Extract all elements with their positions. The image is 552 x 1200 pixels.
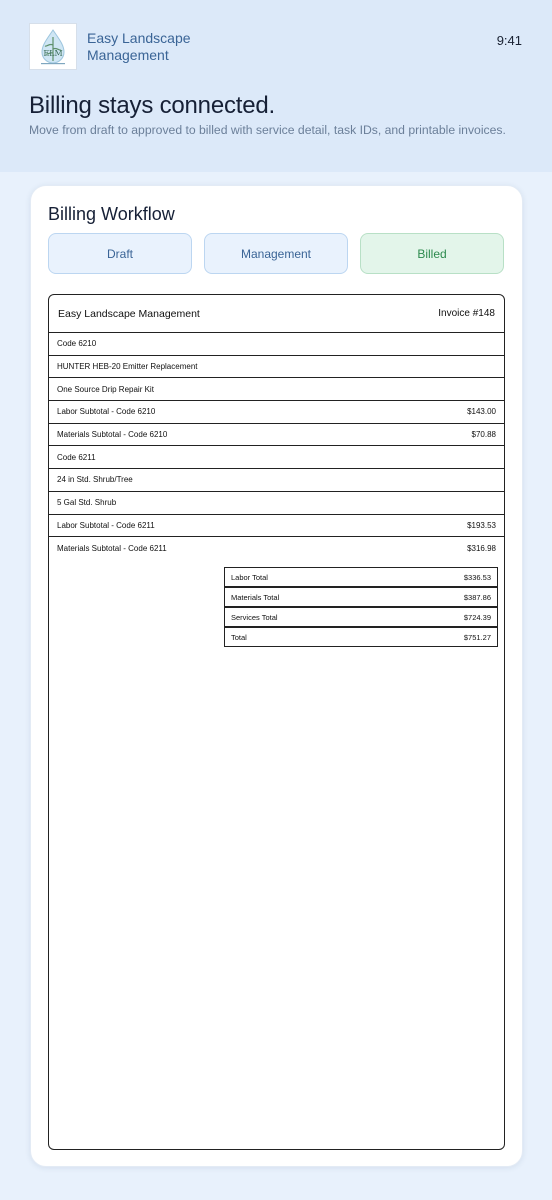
- totals-label: Services Total: [231, 612, 278, 622]
- brand-name: [87, 30, 287, 64]
- line-item-amount: $193.53: [467, 520, 496, 530]
- totals-label: Total: [231, 632, 247, 642]
- line-item-label: Code 6211: [57, 452, 96, 462]
- status-time: 9:41: [496, 33, 522, 48]
- line-item-label: Labor Subtotal - Code 6210: [57, 407, 156, 417]
- line-item: [49, 492, 504, 515]
- totals-amount: $387.86: [463, 592, 491, 602]
- line-item-label: Materials Subtotal - Code 6211: [57, 544, 167, 554]
- totals-amount: $724.39: [463, 612, 491, 622]
- card-title: Billing Workflow: [48, 204, 175, 224]
- line-item-label: 24 in Std. Shrub/Tree: [57, 475, 133, 485]
- totals-amount: $751.27: [463, 632, 491, 642]
- line-item-label: 5 Gal Std. Shrub: [57, 498, 117, 508]
- line-item: [49, 537, 504, 560]
- step-draft-button[interactable]: Draft: [48, 233, 192, 274]
- line-item: [49, 469, 504, 492]
- totals-label: Materials Total: [231, 592, 280, 602]
- workflow-steps: [48, 233, 505, 274]
- line-item: [49, 378, 504, 401]
- totals-row: [224, 567, 498, 587]
- line-item-label: One Source Drip Repair Kit: [57, 384, 154, 394]
- invoice-company: Easy Landscape Management: [58, 307, 200, 320]
- line-item-label: HUNTER HEB-20 Emitter Replacement: [57, 362, 198, 372]
- brand-line-2: Management: [87, 47, 169, 63]
- app-header: [0, 0, 552, 172]
- line-item: [49, 446, 504, 469]
- totals-row: [224, 627, 498, 647]
- invoice-header: [49, 295, 504, 333]
- totals-row: [224, 587, 498, 607]
- svg-text:ELM: ELM: [43, 48, 63, 58]
- line-item: [49, 401, 504, 424]
- line-item-label: Code 6210: [57, 339, 97, 349]
- line-item: [49, 515, 504, 538]
- step-management-button[interactable]: Management: [204, 233, 348, 274]
- line-item: [49, 356, 504, 379]
- totals-label: Labor Total: [231, 572, 268, 582]
- line-item-amount: $316.98: [467, 544, 496, 554]
- brand-line-1: Easy Landscape: [87, 30, 191, 46]
- company-logo: [29, 23, 77, 70]
- line-item-label: Materials Subtotal - Code 6210: [57, 430, 168, 440]
- billing-workflow-card: [30, 185, 523, 1167]
- step-billed-button[interactable]: Billed: [360, 233, 504, 274]
- water-drop-logo-icon: [33, 27, 73, 67]
- page-title: Billing stays connected.: [29, 92, 276, 119]
- invoice-preview: [48, 294, 505, 1150]
- line-item: [49, 424, 504, 447]
- invoice-totals: [224, 567, 498, 647]
- line-item-amount: $143.00: [467, 407, 496, 417]
- invoice-number: Invoice #148: [438, 308, 495, 319]
- page-subtitle: Move from draft to approved to billed with service detail, task IDs, and printable invoices.: [29, 123, 506, 137]
- totals-amount: $336.53: [463, 572, 491, 582]
- line-item: [49, 333, 504, 356]
- invoice-line-items: [49, 333, 504, 560]
- line-item-label: Labor Subtotal - Code 6211: [57, 520, 155, 530]
- totals-row: [224, 607, 498, 627]
- line-item-amount: $70.88: [471, 430, 496, 440]
